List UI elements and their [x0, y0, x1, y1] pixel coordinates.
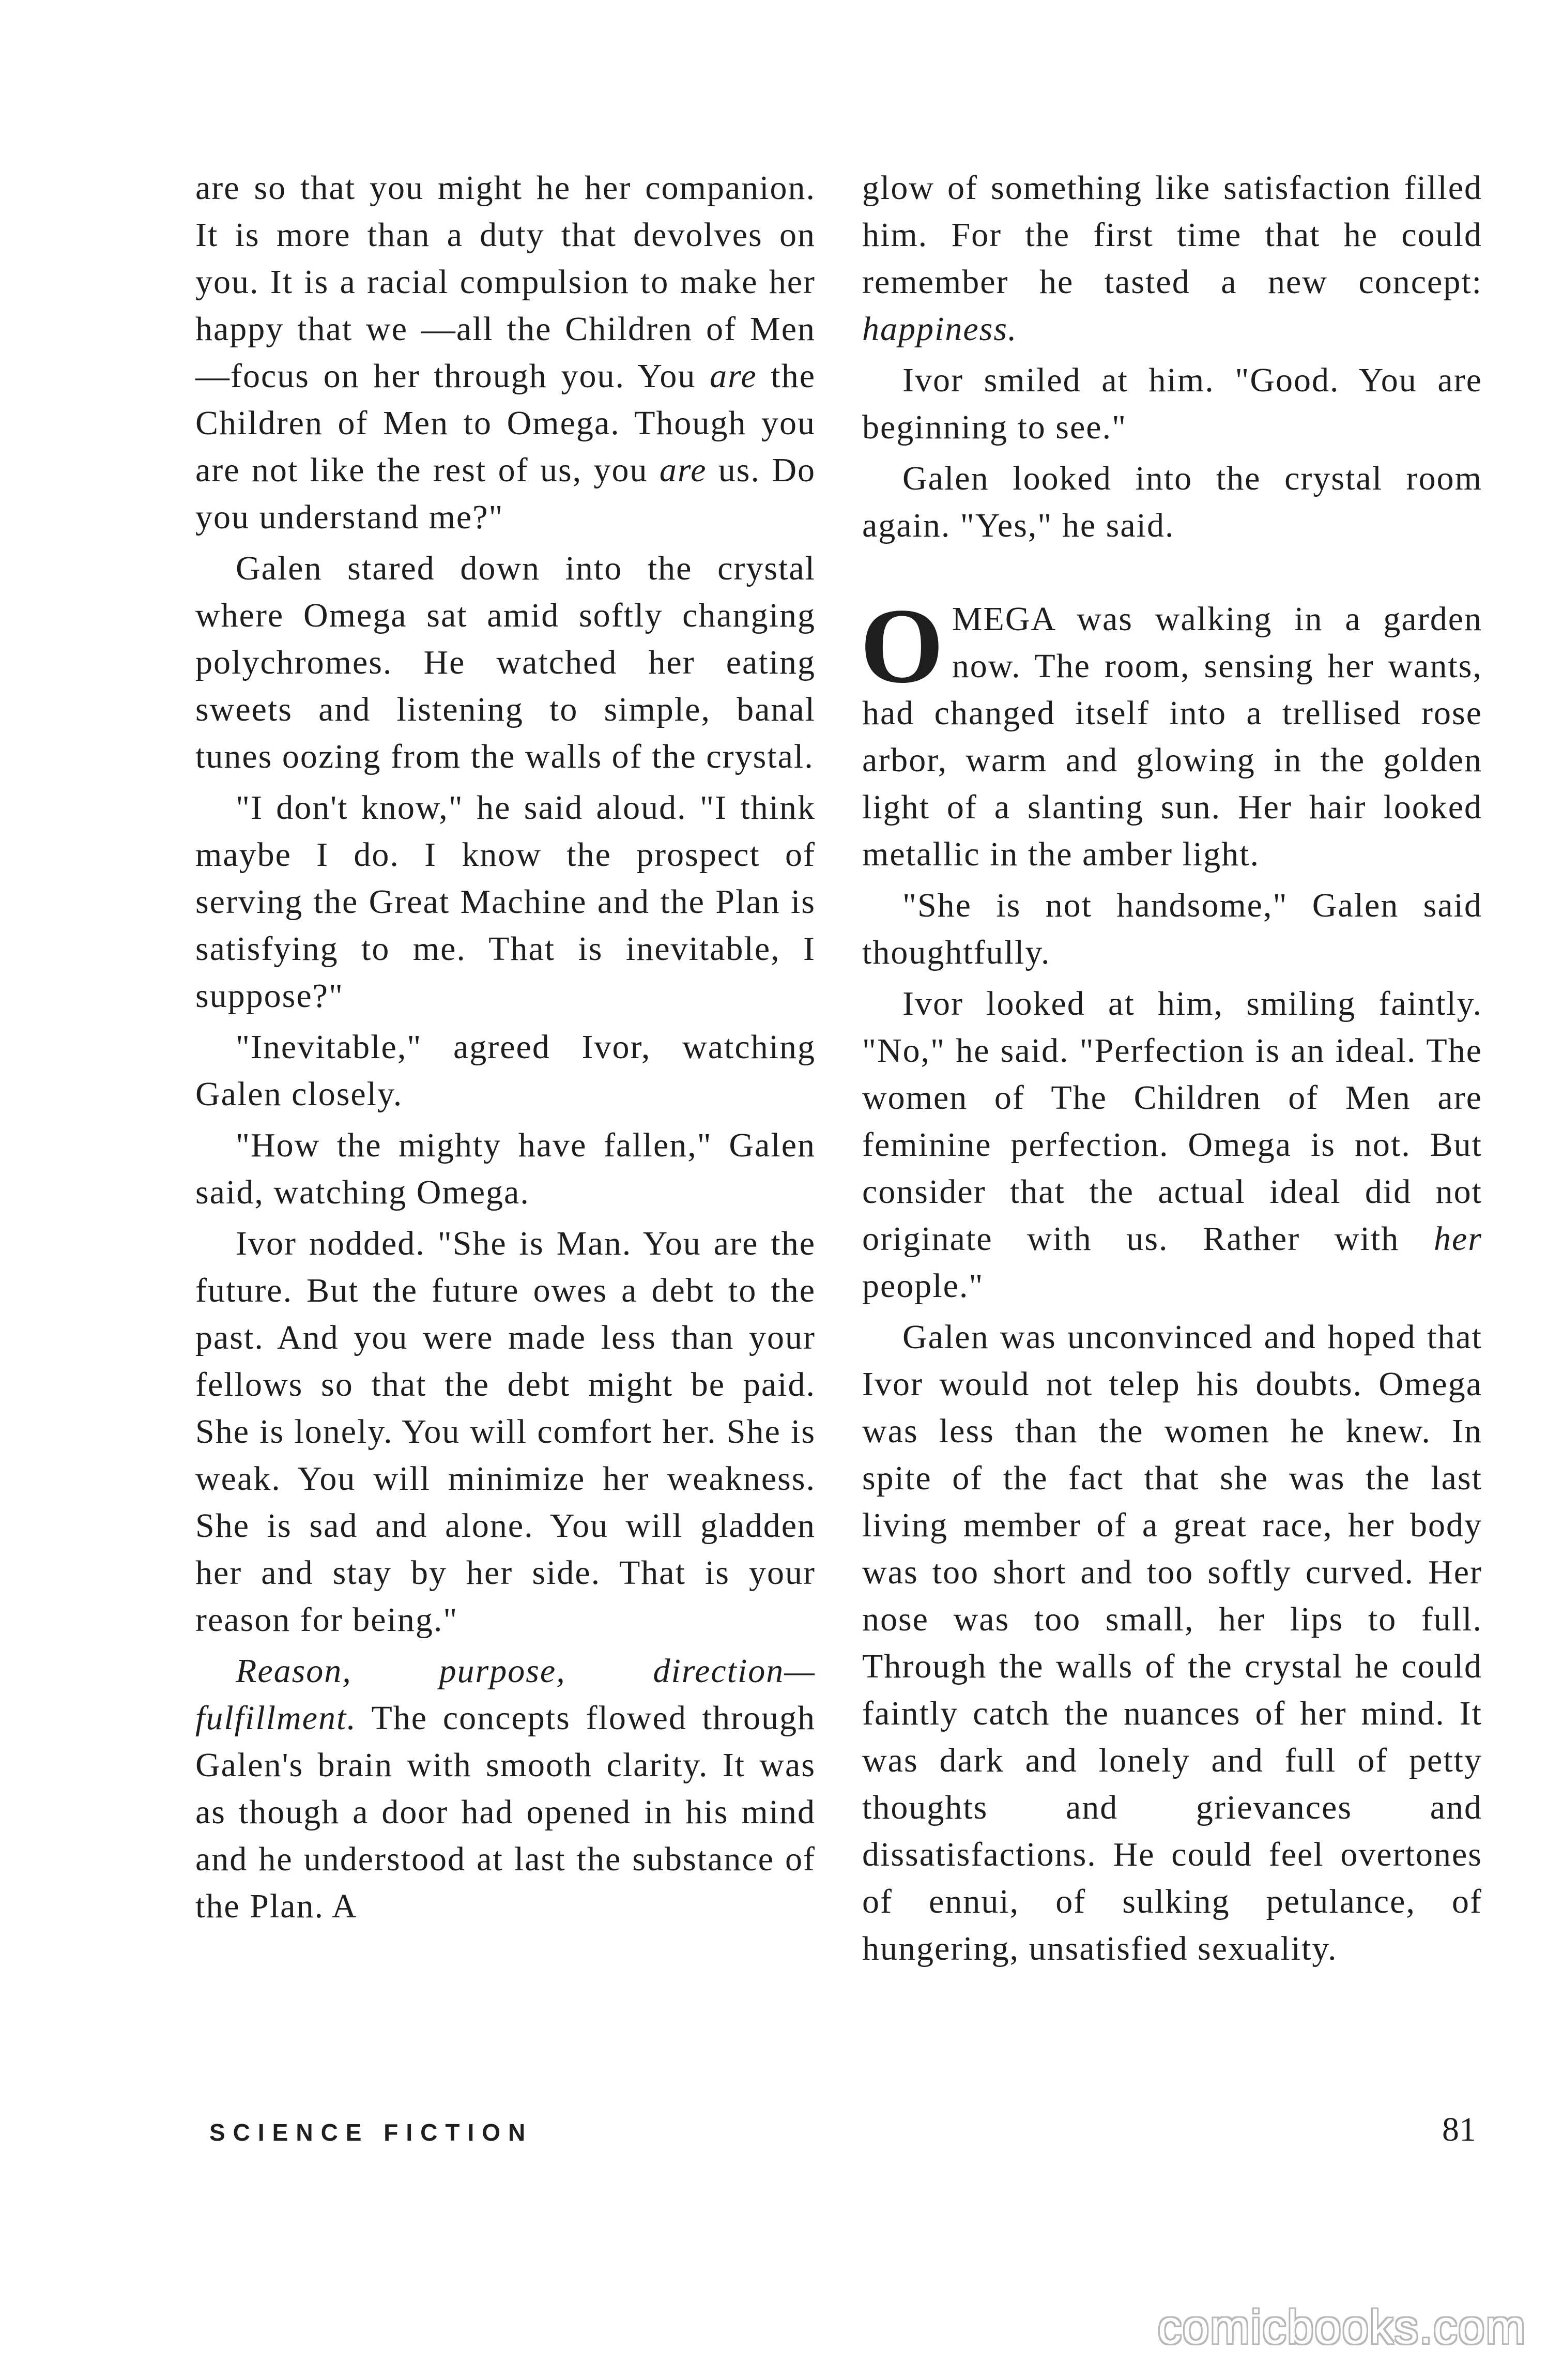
paragraph: Reason, purpose, direction—fulfillment. The concepts flowed through Galen's brain with smooth clarity. It was as though a door had opened in his mind and he understood at last the substance of the Plan. A [195, 1652, 816, 1925]
paragraph: Galen looked into the crystal room again. "Yes," he said. [862, 460, 1482, 544]
paragraph: "Inevitable," agreed Ivor, watching Galen closely. [195, 1028, 816, 1113]
right-column [862, 164, 1482, 1976]
paragraph: "I don't know," he said aloud. "I think maybe I do. I know the prospect of serving the Great Machine and the Plan is satisfying to me. That is inevitable, I suppose?" [195, 789, 816, 1015]
page-number: 81 [1442, 2111, 1476, 2148]
paragraph: glow of something like satisfaction filled him. For the first time that he could remember he tasted a new concept: happiness. [862, 169, 1482, 348]
paragraph: Galen was unconvinced and hoped that Ivor would not telep his doubts. Omega was less than the women he knew. In spite of the fact that she was the last living member of a great race, her body was too short and too softly curved. Her nose was too small, her lips to full. Through the walls of the crystal he could faintly catch the nuances of her mind. It was dark and lonely and full of petty thoughts and grievances and dissatisfactions. He could feel overtones of ennui, of sulking petulance, of hungering, unsatisfied sexuality. [862, 1318, 1482, 1967]
left-column [195, 164, 816, 1934]
paragraph: "How the mighty have fallen," Galen said, watching Omega. [195, 1126, 816, 1211]
paragraph: "She is not handsome," Galen said thoughtfully. [862, 887, 1482, 971]
watermark: comicbooks.com [1158, 2301, 1527, 2354]
paragraph: Ivor nodded. "She is Man. You are the future. But the future owes a debt to the past. And you were made less than your fellows so that the debt might be paid. She is lonely. You will comfort her. She is weak. You will minimize her weakness. She is sad and alone. You will gladden her and stay by her side. That is your reason for being." [195, 1225, 816, 1639]
running-footer-title: SCIENCE FICTION [209, 2119, 533, 2146]
paragraph: Galen stared down into the crystal where Omega sat amid softly changing polychromes. He watched her eating sweets and listening to simple, banal tunes oozing from the walls of the crystal. [195, 550, 816, 775]
paragraph: are so that you might he her companion. It is more than a duty that devolves on you. It is a racial compulsion to make her happy that we —all the Children of Men—focus on her through you. You are the Children of Men to Omega. Though you are not like the rest of us, you are us. Do you understand me?" [195, 169, 816, 536]
paragraph: Ivor smiled at him. "Good. You are beginning to see." [862, 361, 1482, 446]
section-opening-paragraph: OMEGA was walking in a garden now. The room, sensing her wants, had changed itself into a trellised rose arbor, warm and glowing in the golden light of a slanting sun. Her hair looked metallic in the amber light. [860, 586, 1482, 873]
paragraph: Ivor looked at him, smiling faintly. "No," he said. "Perfection is an ideal. The women of The Children of Men are feminine perfection. Omega is not. But consider that the actual ideal did not originate with us. Rather with her people." [862, 985, 1482, 1305]
drop-cap: O [860, 586, 945, 705]
